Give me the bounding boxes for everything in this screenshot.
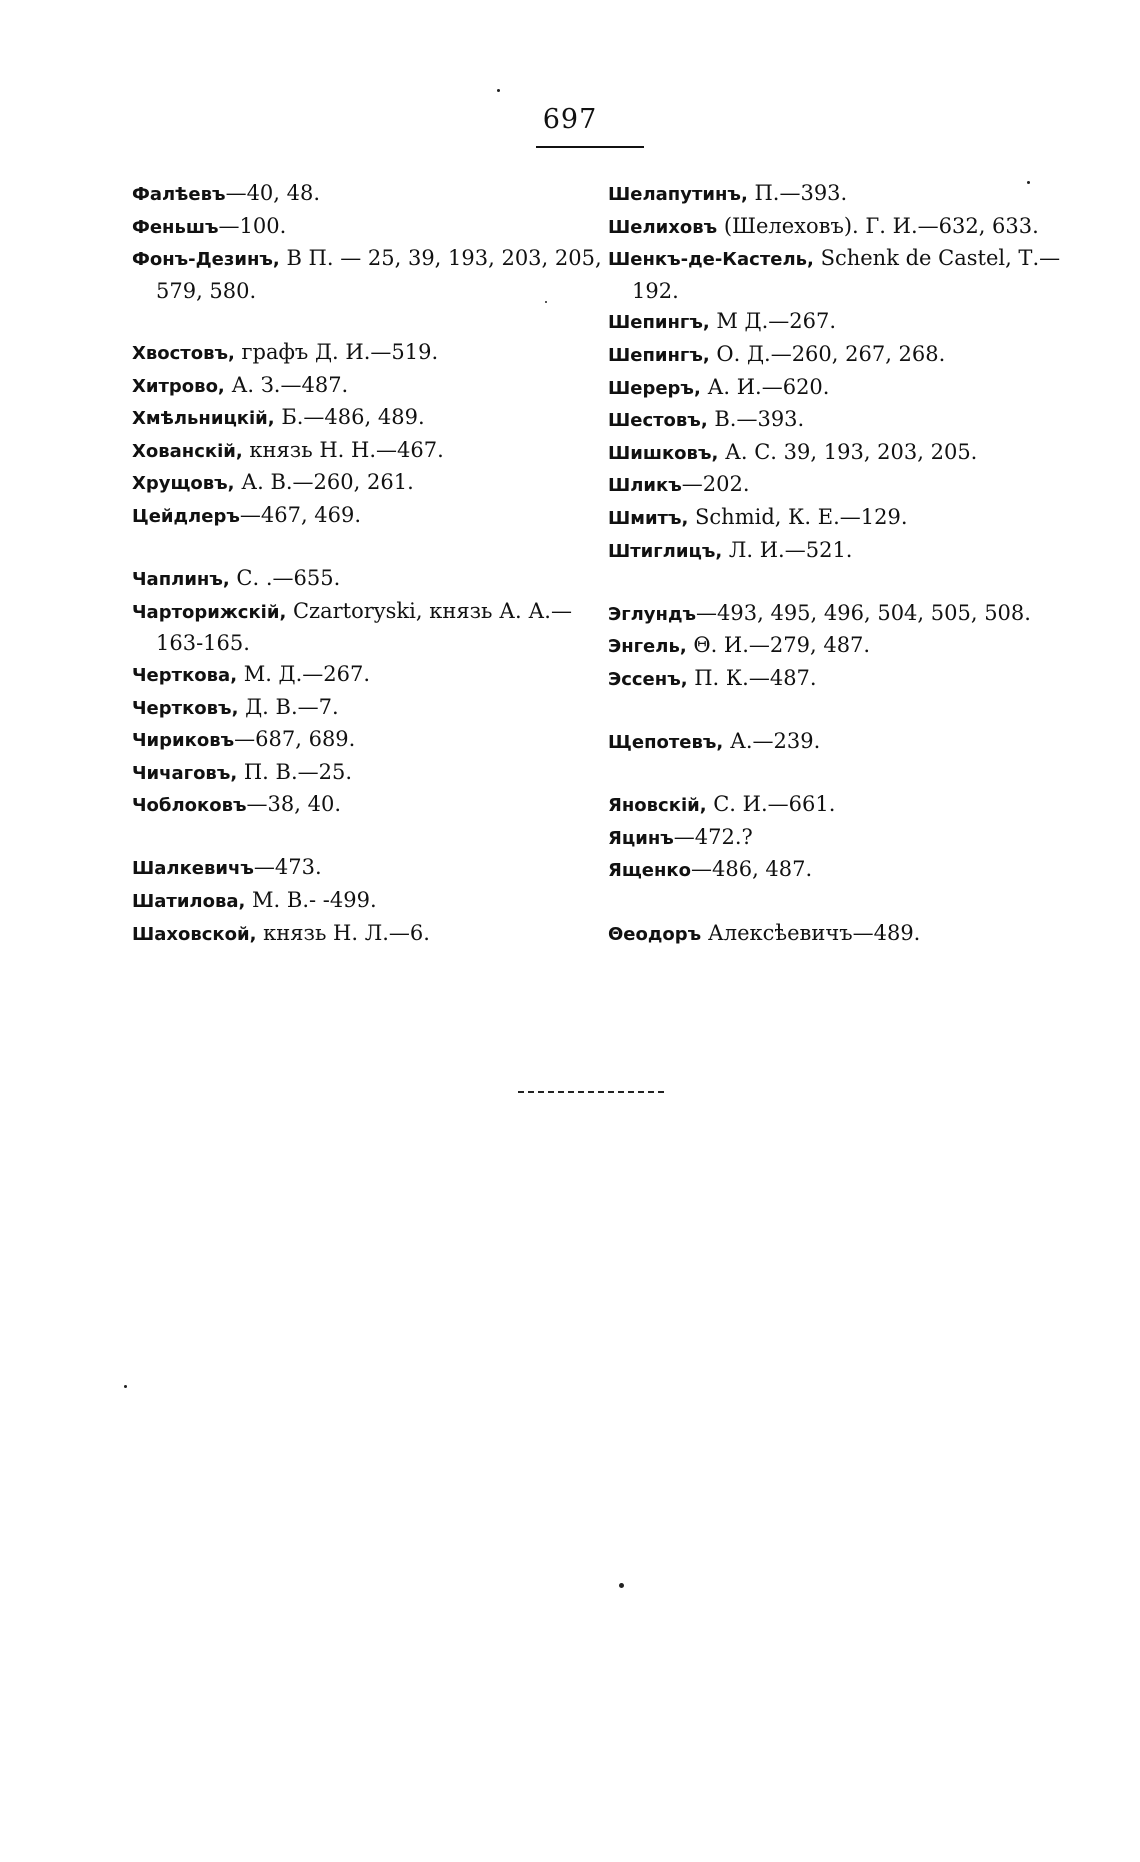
- index-entry: [132, 563, 602, 596]
- index-entry: [608, 854, 1078, 887]
- entry-details: —40, 48.: [225, 181, 321, 205]
- entry-details: С. .—655.: [229, 566, 341, 591]
- index-entry: [608, 726, 1078, 759]
- entry-details: Алексѣевичъ—489.: [701, 920, 921, 945]
- index-entry: [132, 467, 602, 500]
- index-entry: [608, 663, 1078, 696]
- entry-name: Хвостовъ,: [132, 342, 235, 364]
- entry-name: Чарторижскій,: [132, 601, 287, 623]
- entry-details: —493, 495, 496, 504, 505, 508.: [696, 600, 1031, 625]
- entry-name: Чаплинъ,: [132, 569, 230, 591]
- entry-name: Яцинъ: [608, 827, 674, 849]
- entry-details: А. В.—260, 261.: [234, 470, 414, 495]
- index-entry: [132, 337, 602, 370]
- entry-name: Яновскій,: [608, 795, 707, 817]
- entry-name: Шепингъ,: [608, 344, 710, 366]
- entry-group-gap: [132, 822, 602, 853]
- index-entry: [608, 822, 1078, 855]
- print-speck: [124, 1385, 127, 1388]
- entry-name: Эглундъ: [608, 603, 697, 625]
- entry-name: Хованскій,: [132, 440, 243, 462]
- entry-details: М. В.- -499.: [245, 888, 377, 913]
- index-entry: [132, 370, 602, 403]
- entry-group-gap: [132, 306, 602, 337]
- entry-name: Чертковъ,: [132, 697, 239, 719]
- entry-details: А. З.—487.: [224, 372, 349, 397]
- index-entry: [132, 402, 602, 435]
- entry-details: —100.: [218, 213, 287, 238]
- entry-name: Щепотевъ,: [608, 732, 724, 754]
- entry-name: Штиглицъ,: [608, 540, 723, 562]
- entry-name: Энгель,: [608, 636, 687, 658]
- entry-details: князь Н. Л.—6.: [256, 920, 430, 945]
- entry-group-gap: [608, 887, 1078, 918]
- entry-details: —472.?: [673, 824, 753, 849]
- entry-name: Фалѣевъ: [132, 184, 226, 205]
- entry-name: Шестовъ,: [608, 410, 708, 432]
- entry-details: С. И.—661.: [706, 792, 836, 817]
- entry-details: П.—393.: [747, 181, 848, 205]
- entry-details: А. И.—620.: [700, 374, 830, 399]
- entry-details: Schenk de Castel, Т.—192.: [632, 246, 1061, 303]
- index-entry: [608, 789, 1078, 822]
- entry-details: —467, 469.: [239, 502, 362, 527]
- print-speck: [497, 89, 500, 92]
- entry-name: Фонъ-Дезинъ,: [132, 249, 280, 271]
- entry-name: Шишковъ,: [608, 442, 719, 464]
- entry-name: Шалкевичъ: [132, 858, 254, 880]
- index-entry: [608, 598, 1078, 631]
- index-entry: [132, 596, 602, 659]
- index-entry: [132, 789, 602, 822]
- entry-details: —687, 689.: [234, 727, 356, 752]
- entry-name: Шенкъ-де-Кастель,: [608, 249, 814, 271]
- entry-name: Эссенъ,: [608, 668, 688, 690]
- entry-details: (Шелеховъ). Г. И.—632, 633.: [717, 213, 1039, 238]
- entry-name: Феньшъ: [132, 216, 219, 238]
- entry-details: М Д.—267.: [709, 309, 837, 334]
- entry-details: А.—239.: [723, 729, 821, 754]
- entry-details: Б.—486, 489.: [274, 405, 425, 430]
- entry-name: Чичаговъ,: [132, 762, 238, 784]
- index-entry: [608, 437, 1078, 470]
- page-number-underline: [536, 146, 644, 148]
- entry-details: В.—393.: [707, 407, 805, 432]
- index-entry: [608, 469, 1078, 502]
- print-speck: [1027, 181, 1030, 184]
- index-entry: [132, 852, 602, 885]
- page-number: 697: [542, 104, 598, 135]
- entry-name: Чоблоковъ: [132, 795, 247, 817]
- entry-name: Шаховской,: [132, 923, 257, 945]
- index-entry: [608, 535, 1078, 568]
- entry-details: П. К.—487.: [687, 665, 817, 690]
- index-entry: [608, 918, 1078, 951]
- index-entry: [608, 502, 1078, 535]
- index-entry: [132, 659, 602, 692]
- entry-name: Шликъ: [608, 475, 682, 497]
- entry-details: М. Д.—267.: [237, 661, 371, 686]
- entry-details: —38, 40.: [246, 792, 342, 817]
- entry-details: графъ Д. И.—519.: [234, 339, 439, 364]
- entry-details: Д. В.—7.: [238, 694, 339, 719]
- entry-group-gap: [608, 696, 1078, 727]
- entry-details: В П. — 25, 39, 193, 203, 205, 579, 580.: [156, 246, 602, 303]
- entry-details: Czartoryski, князь А. А.—163-165.: [156, 598, 572, 656]
- entry-group-gap: [608, 759, 1078, 790]
- index-entry: [132, 178, 602, 211]
- entry-name: Шатилова,: [132, 891, 246, 913]
- entry-name: Шелапутинъ,: [608, 184, 748, 205]
- entry-name: Шелиховъ: [608, 216, 718, 238]
- end-divider: [518, 1091, 664, 1093]
- left-index-column: [132, 178, 602, 950]
- index-entry: [608, 243, 1078, 306]
- index-entry: [132, 211, 602, 244]
- entry-name: Черткова,: [132, 664, 238, 686]
- entry-name: Хитрово,: [132, 375, 225, 397]
- entry-details: —486, 487.: [691, 857, 813, 882]
- entry-name: Шмитъ,: [608, 507, 689, 529]
- index-entry: [132, 918, 602, 951]
- entry-details: князь Н. Н.—467.: [242, 437, 444, 462]
- entry-details: П. В.—25.: [237, 759, 353, 784]
- print-speck: [545, 301, 547, 303]
- entry-details: О. Д.—260, 267, 268.: [709, 341, 946, 366]
- entry-name: Ященко: [608, 860, 691, 882]
- entry-details: Л. И.—521.: [722, 537, 853, 562]
- entry-group-gap: [132, 533, 602, 564]
- right-index-column: [608, 178, 1078, 950]
- entry-name: Хрущовъ,: [132, 473, 235, 495]
- index-entry: [132, 435, 602, 468]
- entry-name: Θеодоръ: [608, 923, 702, 945]
- entry-name: Хмѣльницкій,: [132, 408, 275, 430]
- entry-details: —473.: [253, 855, 322, 880]
- index-entry: [132, 885, 602, 918]
- entry-details: Schmid, К. Е.—129.: [688, 504, 908, 529]
- entry-details: А. С. 39, 193, 203, 205.: [718, 439, 978, 464]
- index-entry: [608, 372, 1078, 405]
- index-entry: [608, 211, 1078, 244]
- print-speck: [619, 1583, 624, 1588]
- index-entry: [608, 630, 1078, 663]
- index-entry: [608, 306, 1078, 339]
- index-entry: [608, 339, 1078, 372]
- entry-name: Цейдлеръ: [132, 505, 240, 527]
- index-entry: [132, 243, 602, 306]
- entry-details: —202.: [681, 472, 750, 497]
- entry-details: Θ. И.—279, 487.: [686, 633, 871, 658]
- entry-group-gap: [608, 567, 1078, 598]
- index-entry: [132, 724, 602, 757]
- index-entry: [608, 178, 1078, 211]
- entry-name: Чириковъ: [132, 730, 235, 752]
- index-entry: [132, 757, 602, 790]
- index-entry: [608, 404, 1078, 437]
- entry-name: Шереръ,: [608, 377, 701, 399]
- index-entry: [132, 692, 602, 725]
- entry-name: Шепингъ,: [608, 312, 710, 334]
- index-entry: [132, 500, 602, 533]
